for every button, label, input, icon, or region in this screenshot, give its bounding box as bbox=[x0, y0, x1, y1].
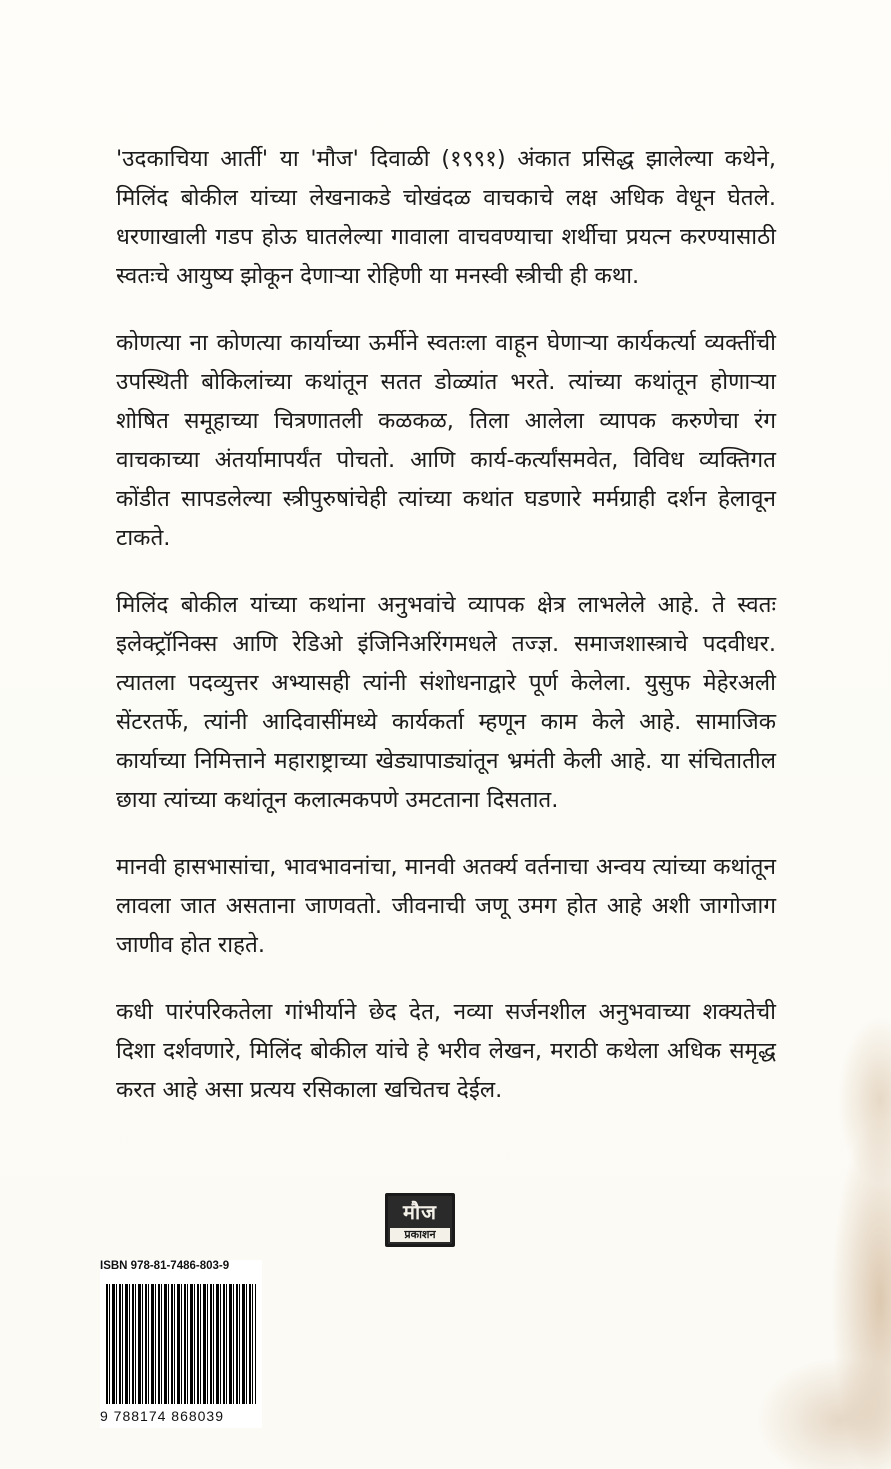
blurb-paragraph-5: कधी पारंपरिकतेला गांभीर्याने छेद देत, नव्या सर्जनशील अनुभवाच्या शक्यतेची दिशा दर्शवणारे, मिलिंद बोकील यांचे हे भरीव लेखन, मराठी कथेला अधिक समृद्ध करत आहे असा प्रत्यय रसिकाला खचितच देईल. bbox=[116, 999, 776, 1103]
isbn-label: ISBN 978-81-7486-803-9 bbox=[100, 1260, 230, 1272]
blurb-paragraph-1: 'उदकाचिया आर्ती' या 'मौज' दिवाळी (१९९१) अंकात प्रसिद्ध झालेल्या कथेने, मिलिंद बोकील यांच्या लेखनाकडे चोखंदळ वाचकाचे लक्ष अधिक वेधून घेतले. धरणाखाली गडप होऊ घातलेल्या गावाला वाचवण्याचा शर्थीचा प्रयत्न करण्यासाठी स्वतःचे आयुष्य झोकून देणाऱ्या रोहिणी या मनस्वी स्त्रीची ही कथा. bbox=[116, 146, 776, 289]
blurb-text bbox=[116, 140, 776, 1138]
blurb-paragraph-4: मानवी हासभासांचा, भावभावनांचा, मानवी अतर्क्य वर्तनाचा अन्वय त्यांच्या कथांतून लावला जात असताना जाणवतो. जीवनाची जणू उमग होत आहे अशी जागोजाग जाणीव होत राहते. bbox=[116, 854, 776, 958]
publisher-logo-mark: मौज bbox=[403, 1200, 437, 1224]
blurb-paragraph-2: कोणत्या ना कोणत्या कार्याच्या ऊर्मीने स्वतःला वाहून घेणाऱ्या कार्यकर्त्या व्यक्तींची उपस्थिती बोकिलांच्या कथांतून सतत डोळ्यांत भरते. त्यांच्या कथांतून होणाऱ्या शोषित समूहाच्या चित्रणातली कळकळ, तिला आलेला व्यापक करुणेचा रंग वाचकाच्या अंतर्यामापर्यंत पोचतो. आणि कार्य-कर्त्यांसमवेत, विविध व्यक्तिगत कोंडीत सापडलेल्या स्त्रीपुरुषांचेही त्यांच्या कथांत घडणारे मर्मग्राही दर्शन हेलावून टाकते. bbox=[116, 330, 776, 551]
publisher-logo-sub: प्रकाशन bbox=[390, 1228, 450, 1242]
barcode-bars bbox=[106, 1284, 256, 1404]
publisher-logo bbox=[385, 1193, 455, 1247]
blurb-paragraph-3: मिलिंद बोकील यांच्या कथांना अनुभवांचे व्यापक क्षेत्र लाभलेले आहे. ते स्वतः इलेक्ट्रॉनिक्स आणि रेडिओ इंजिनिअरिंगमधले तज्ज्ञ. समाजशास्त्राचे पदवीधर. त्यातला पदव्युत्तर अभ्यासही त्यांनी संशोधनाद्वारे पूर्ण केलेला. युसुफ मेहेरअली सेंटरतर्फे, त्यांनी आदिवासींमध्ये कार्यकर्ता म्हणून काम केले आहे. सामाजिक कार्याच्या निमित्ताने महाराष्ट्राच्या खेड्यापाड्यांतून भ्रमंती केली आहे. या संचितातील छाया त्यांच्या कथांतून कलात्मकपणे उमटताना दिसतात. bbox=[116, 592, 776, 813]
barcode-digits: 9 788174 868039 bbox=[100, 1408, 224, 1424]
isbn-barcode bbox=[100, 1260, 262, 1428]
